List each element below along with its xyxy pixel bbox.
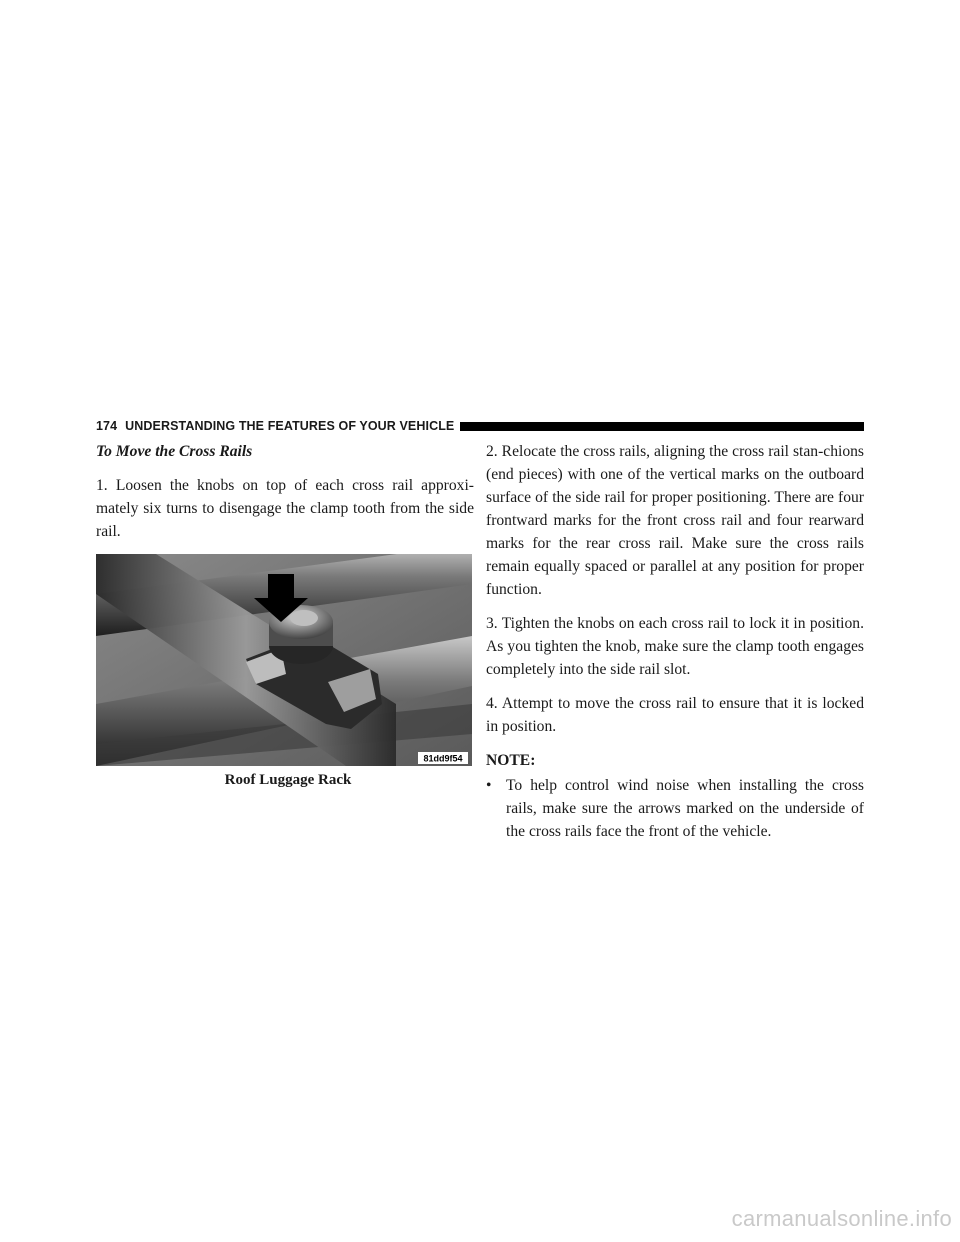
step-2-text: 2. Relocate the cross rails, aligning the cross rail stan-chions (end pieces) with one of the vertical marks on the outboard surface of the side rail for proper positioning. There are four frontward marks for the front cross rail and four rearward marks for the rear cross rail. Make sure the cross rails remain equally spaced or parallel at any position for proper function.	[486, 443, 864, 598]
header-rule	[460, 422, 864, 431]
left-column	[96, 440, 474, 790]
subheading: To Move the Cross Rails	[96, 443, 253, 460]
figure-caption: Roof Luggage Rack	[224, 772, 352, 788]
roof-luggage-rack-photo	[96, 554, 472, 766]
right-column	[486, 440, 864, 843]
bullet-symbol: •	[486, 777, 492, 794]
note-bullet	[486, 774, 864, 843]
figure	[96, 554, 472, 790]
image-code: 81dd9f54	[423, 753, 463, 764]
page-header	[96, 418, 864, 434]
page-number: 174	[96, 419, 118, 433]
note-label: NOTE:	[486, 752, 536, 769]
watermark: carmanualsonline.info	[731, 1206, 952, 1231]
section-title: UNDERSTANDING THE FEATURES OF YOUR VEHICLE	[125, 419, 455, 433]
step-4-text: 4. Attempt to move the cross rail to ensure that it is locked in position.	[486, 695, 864, 735]
step-3-text: 3. Tighten the knobs on each cross rail to lock it in position. As you tighten the knob, make sure the clamp tooth engages completely into the side rail slot.	[486, 615, 864, 678]
step-1-text: 1. Loosen the knobs on top of each cross rail approxi-mately six turns to disengage the clamp tooth from the side rail.	[96, 477, 474, 540]
note-bullet-text: To help control wind noise when installing the cross rails, make sure the arrows marked on the underside of the cross rails face the front of the vehicle.	[506, 777, 864, 840]
